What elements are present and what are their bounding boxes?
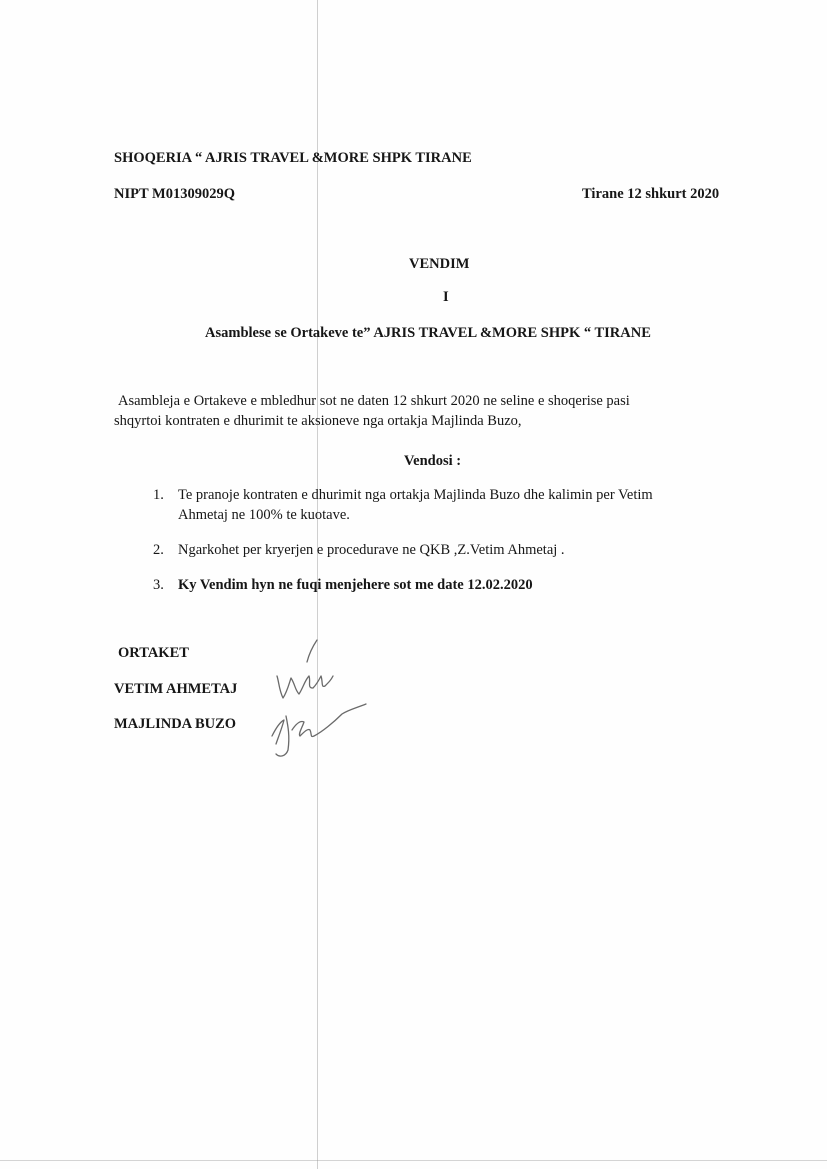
- document-number: I: [443, 289, 449, 305]
- nipt-number: NIPT M01309029Q: [114, 186, 235, 202]
- signature-2: [262, 692, 372, 762]
- decision-heading: Vendosi :: [404, 453, 462, 469]
- list-item-text: Ahmetaj ne 100% te kuotave.: [178, 507, 350, 523]
- assembly-heading: Asamblese se Ortakeve te” AJRIS TRAVEL &MORE SHPK “ TIRANE: [205, 325, 651, 341]
- list-item-number: 1.: [153, 487, 164, 503]
- list-item-number: 2.: [153, 542, 164, 558]
- list-item-text: Ngarkohet per kryerjen e procedurave ne QKB ,Z.Vetim Ahmetaj .: [178, 542, 565, 558]
- list-item-number: 3.: [153, 577, 164, 593]
- list-item-text: Te pranoje kontraten e dhurimit nga ortakja Majlinda Buzo dhe kalimin per Vetim: [178, 487, 653, 503]
- document-title: VENDIM: [409, 256, 470, 272]
- company-name: SHOQERIA “ AJRIS TRAVEL &MORE SHPK TIRANE: [114, 150, 472, 166]
- partner-name: VETIM AHMETAJ: [114, 681, 238, 697]
- scan-page-edge: [0, 1160, 827, 1161]
- place-and-date: Tirane 12 shkurt 2020: [582, 186, 720, 202]
- list-item-text: Ky Vendim hyn ne fuqi menjehere sot me date 12.02.2020: [178, 577, 533, 593]
- body-paragraph-line: shqyrtoi kontraten e dhurimit te aksioneve nga ortakja Majlinda Buzo,: [114, 413, 522, 429]
- partners-heading: ORTAKET: [118, 645, 189, 661]
- partner-name: MAJLINDA BUZO: [114, 716, 237, 732]
- body-paragraph-line: Asambleja e Ortakeve e mbledhur sot ne daten 12 shkurt 2020 ne seline e shoqerise pasi: [118, 393, 630, 409]
